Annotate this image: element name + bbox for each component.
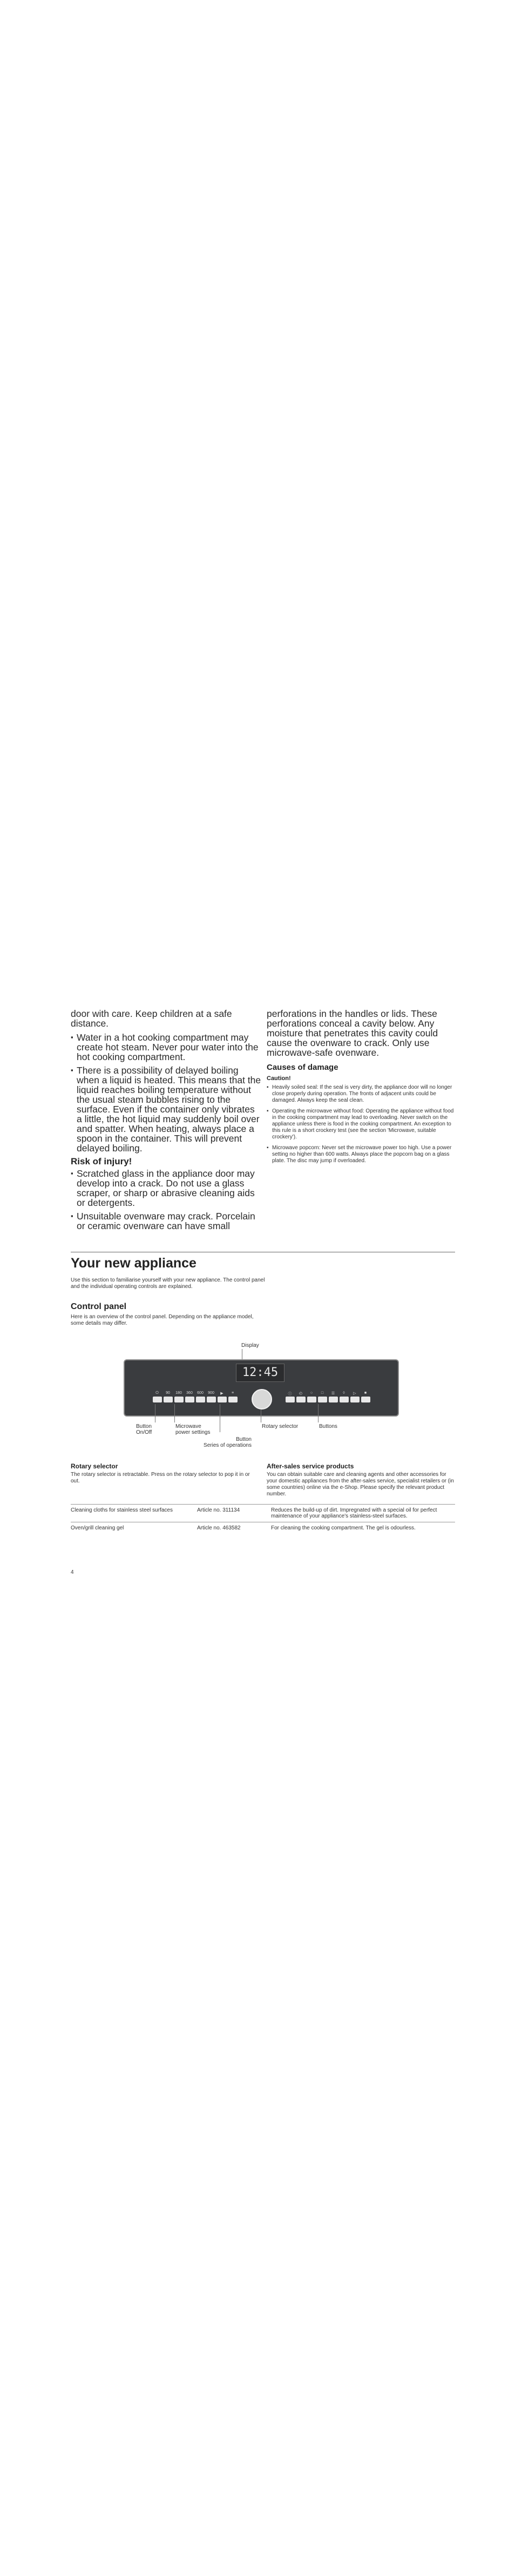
page-title: Your new appliance (71, 1256, 196, 1271)
combo-icon: ≡ (231, 1391, 234, 1395)
left-bullets-1 (71, 1033, 262, 1153)
caution-label: Caution! (267, 1075, 291, 1082)
list-item: ▪ Scratched glass in the appliance door may develop into a crack. Do not use a glass scraper, or sharp or abrasive cleaning aids or detergents. (71, 1169, 262, 1208)
product-description: Reduces the build-up of dirt. Impregnated with a special oil for perfect maintenance of your appliance's stainless-steel surfaces. (271, 1505, 455, 1522)
right-intro: perforations in the handles or lids. These perforations conceal a cavity below. Any moisture that penetrates this cavity could cause the ovenware to crack. Only use microwave-safe ovenware. (267, 1008, 438, 1058)
label-rotary: Rotary selector (262, 1424, 299, 1429)
appliance-intro: Use this section to familiarise yourself with your new appliance. The control panel and the individual operating controls are explained. (71, 1277, 265, 1290)
list-item: ▪ Unsuitable ovenware may crack. Porcelain or ceramic ovenware can have small (71, 1211, 262, 1231)
panel-button[interactable] (307, 1397, 316, 1402)
power-mark: 600 (197, 1391, 204, 1395)
table-row (71, 1505, 455, 1522)
power-button-180[interactable] (174, 1397, 184, 1402)
start-icon: ▷ (353, 1392, 356, 1395)
list-item: ▪ Microwave popcorn: Never set the microwave power too high. Use a power setting no higher than 600 watts. Always place the popcorn bag on a glass plate. The disc may jump if overloaded. (267, 1145, 458, 1164)
panel-button[interactable] (318, 1397, 327, 1402)
aftersales-heading: After-sales service products (267, 1462, 354, 1470)
article-number: Article no. 463582 (197, 1522, 271, 1534)
power-mark: 900 (208, 1391, 214, 1395)
table-row (71, 1522, 455, 1534)
left-intro: door with care. Keep children at a safe distance. (71, 1008, 232, 1029)
power-button-600[interactable] (196, 1397, 205, 1402)
series-icon: ▶ (220, 1392, 223, 1395)
memory-icon: ◊ (343, 1391, 345, 1395)
panel-button[interactable] (329, 1397, 338, 1402)
caution-list (267, 1084, 458, 1164)
label-button-series: Button Series of operations (204, 1437, 252, 1448)
list-item: ▪ There is a possibility of delayed boiling when a liquid is heated. This means that the liquid reaches boiling temperature without the usual steam bubbles rising to the surface. Even if the container only vibrates a little, the hot liquid may suddenly boil over and spatter. When heating, always place a spoon in the container. This will prevent delayed boiling. (71, 1066, 262, 1153)
onoff-button[interactable] (153, 1397, 162, 1402)
panel-button[interactable] (340, 1397, 349, 1402)
weight-icon: □ (321, 1391, 324, 1395)
power-button-90[interactable] (164, 1397, 173, 1402)
list-item: ▪ Water in a hot cooking compartment may create hot steam. Never pour water into the hot cooking compartment. (71, 1033, 262, 1062)
label-microwave: Microwave power settings (175, 1424, 211, 1435)
panel-button[interactable] (286, 1397, 295, 1402)
risk-heading: Risk of injury! (71, 1156, 132, 1166)
accessories-table (71, 1504, 455, 1534)
product-description: For cleaning the cooking compartment. The gel is odourless. (271, 1522, 455, 1534)
timer-icon: ○ (310, 1391, 313, 1395)
label-button-onoff: Button On/Off (136, 1424, 152, 1435)
power-button-900[interactable] (207, 1397, 216, 1402)
panel-button[interactable] (296, 1397, 306, 1402)
label-buttons: Buttons (319, 1424, 337, 1429)
list-item: ▪ Operating the microwave without food: Operating the appliance without food in the cooking compartment may lead to overloading. Never switch on the appliance unless there is food in the cooking compartment. An exception to this rule is a short crockery test (see the section 'Microwave, suitable crockery'). (267, 1108, 458, 1141)
control-panel-intro: Here is an overview of the control panel. Depending on the appliance model, some details may differ. (71, 1314, 254, 1326)
product-name: Cleaning cloths for stainless steel surfaces (71, 1505, 197, 1522)
left-bullets-2 (71, 1169, 262, 1231)
clock-display: 12:45 (236, 1364, 284, 1382)
panel-button[interactable] (361, 1397, 370, 1402)
control-panel-heading: Control panel (71, 1302, 127, 1311)
info-icon: ⓘ (288, 1392, 292, 1396)
panel-button[interactable] (350, 1397, 360, 1402)
rotary-heading: Rotary selector (71, 1462, 118, 1470)
clock-icon: ◴ (299, 1392, 303, 1395)
rotary-text: The rotary selector is retractable. Press on the rotary selector to pop it in or out. (71, 1472, 250, 1484)
onoff-icon: ⏻ (155, 1391, 159, 1395)
right-column (267, 1009, 458, 1169)
label-display: Display (241, 1343, 259, 1348)
stop-icon: ■ (364, 1391, 367, 1395)
aftersales-text: You can obtain suitable care and cleaning agents and other accessories for your domestic appliances from the after-sales service, specialist retailers or (in some countries) online via the e-Shop. Please specify the relevant product number. (267, 1472, 454, 1497)
power-mark: 180 (175, 1391, 182, 1395)
left-column (71, 1009, 262, 1235)
leader-line (318, 1404, 319, 1422)
product-name: Oven/grill cleaning gel (71, 1522, 197, 1534)
power-mark: 360 (186, 1391, 193, 1395)
article-number: Article no. 311134 (197, 1505, 271, 1522)
page-number: 4 (71, 1569, 74, 1575)
extra-button[interactable] (228, 1397, 238, 1402)
program-icon: ☰ (331, 1392, 335, 1395)
leader-line (174, 1404, 175, 1422)
damage-heading: Causes of damage (267, 1063, 338, 1072)
list-item: ▪ Heavily soiled seal: If the seal is very dirty, the appliance door will no longer close properly during operation. The fronts of adjacent units could be damaged. Always keep the seal clean. (267, 1084, 458, 1104)
series-button[interactable] (218, 1397, 227, 1402)
power-button-360[interactable] (185, 1397, 194, 1402)
rotary-knob[interactable] (252, 1389, 272, 1410)
power-mark: 90 (166, 1391, 170, 1395)
